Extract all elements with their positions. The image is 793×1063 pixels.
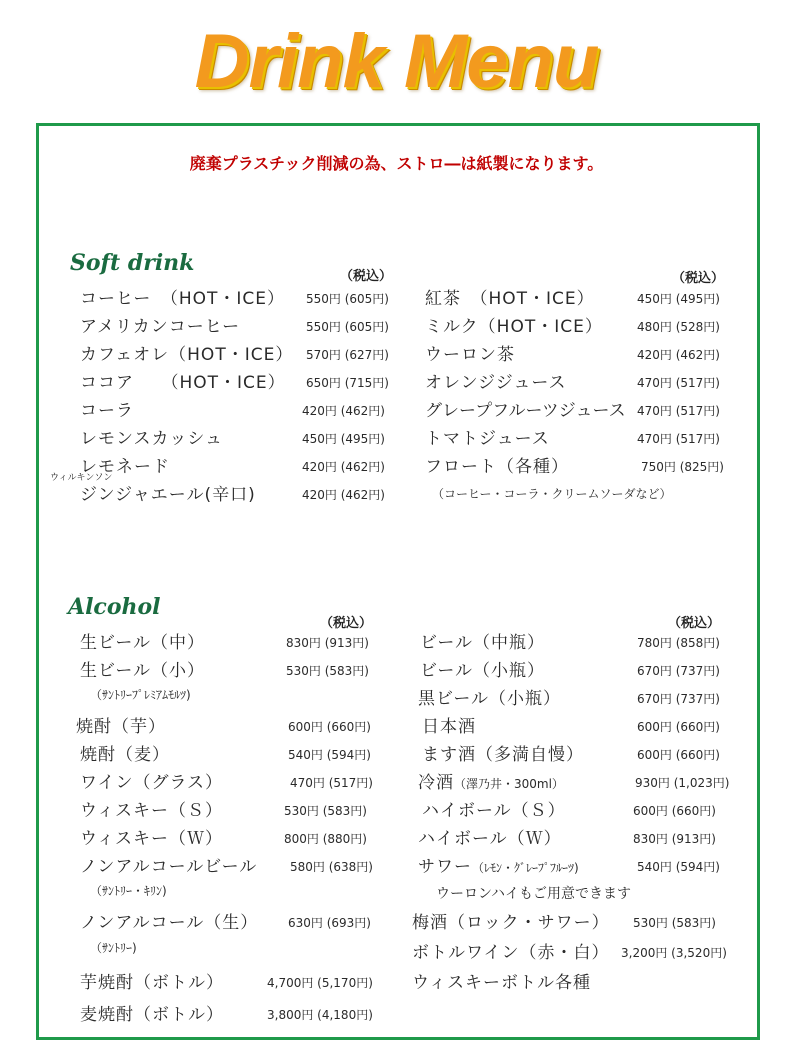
alcohol-item-name: 梅酒（ロック・サワー） <box>412 913 610 933</box>
soft-tax-label-left: （税込） <box>340 269 393 284</box>
alcohol-item-name: ウィスキー（Ｓ） <box>80 801 223 821</box>
alcohol-item-name: 生ビール（中） <box>80 633 205 653</box>
sour-detail: （ﾚﾓﾝ・ｸﾞﾚｰﾌﾟﾌﾙｰﾂ) <box>472 861 579 875</box>
soft-item-name: ミルク（HOT・ICE） <box>425 317 603 337</box>
straw-notice: 廃棄プラスチック削減の為、ストロ―は紙製になります。 <box>189 154 604 173</box>
soft-item-price: 470円 (517円) <box>637 432 720 446</box>
alcohol-item-name: 芋焼酎（ボトル） <box>80 973 224 993</box>
soft-item-price: 420円 (462円) <box>302 460 385 474</box>
soft-item-name: コーラ <box>80 401 134 421</box>
alcohol-item-name: ノンアルコール（生） <box>80 913 259 933</box>
alcohol-item-name: 焼酎（芋） <box>76 717 166 737</box>
alcohol-item-name: ビール（小瓶） <box>420 661 545 681</box>
alcohol-item-price: 600円 (660円) <box>633 804 716 818</box>
alcohol-item-name: 黒ビール（小瓶） <box>418 689 561 709</box>
soft-item-name: レモンスカッシュ <box>80 429 223 449</box>
oolong-high-note: ウーロンハイもご用意できます <box>436 886 632 902</box>
page-title: Drink Menu <box>194 19 599 104</box>
alcohol-item-name: 生ビール（小） <box>80 661 205 681</box>
alcohol-item-price: 530円 (583円) <box>286 664 369 678</box>
alcohol-item-price: 540円 (594円) <box>637 860 720 874</box>
alcohol-item-name: ます酒（多満自慢） <box>422 745 584 765</box>
alcohol-item-name: ワイン（グラス） <box>80 773 223 793</box>
soft-item-name: カフェオレ（HOT・ICE） <box>80 345 294 365</box>
alcohol-heading: Alcohol <box>68 594 161 620</box>
soft-item-price: 750円 (825円) <box>641 460 724 474</box>
alcohol-item-name: ボトルワイン（赤・白） <box>412 943 610 963</box>
alcohol-item-price: 580円 (638円) <box>290 860 373 874</box>
soft-item-price: 450円 (495円) <box>302 432 385 446</box>
alcohol-tax-label-left: （税込） <box>320 616 373 631</box>
alcohol-item-price: 630円 (693円) <box>288 916 371 930</box>
alcohol-item-name: 麦焼酎（ボトル） <box>80 1005 224 1025</box>
alcohol-item-name: ウィスキーボトル各種 <box>412 973 591 993</box>
alcohol-item-name: ビール（中瓶） <box>420 633 545 653</box>
reishu-detail: （澤乃井・300ml） <box>454 777 564 791</box>
soft-item-name: オレンジジュース <box>425 373 567 393</box>
float-note: （コーヒー・コーラ・クリームソーダなど） <box>432 487 672 501</box>
soft-item-price: 420円 (462円) <box>637 348 720 362</box>
alcohol-item-price: 780円 (858円) <box>637 636 720 650</box>
soft-item-name: レモネード <box>80 457 170 477</box>
suntory-note: （ｻﾝﾄﾘｰ) <box>90 941 137 955</box>
soft-item-price: 470円 (517円) <box>637 376 720 390</box>
alcohol-item-price: 800円 (880円) <box>284 832 367 846</box>
soft-item-name: ウーロン茶 <box>425 345 515 365</box>
alcohol-item-name: ハイボール（Ｗ） <box>418 829 562 849</box>
alcohol-item-price: 3,200円 (3,520円) <box>621 946 727 960</box>
soft-item-price: 570円 (627円) <box>306 348 389 362</box>
soft-item-name: コーヒー （HOT・ICE） <box>80 289 285 309</box>
alcohol-item-price: 670円 (737円) <box>637 664 720 678</box>
soft-item-price: 480円 (528円) <box>637 320 720 334</box>
soft-item-price: 550円 (605円) <box>306 292 389 306</box>
soft-item-name: グレープフルーツジュース <box>425 401 626 421</box>
alcohol-item-name: ハイボール（Ｓ） <box>422 801 566 821</box>
alcohol-item-price: 530円 (583円) <box>284 804 367 818</box>
ginger-ruby: ウィルキンソン <box>50 473 113 483</box>
soft-item-price: 550円 (605円) <box>306 320 389 334</box>
soft-item-price: 450円 (495円) <box>637 292 720 306</box>
soft-tax-label-right: （税込） <box>672 271 725 286</box>
alcohol-tax-label-right: （税込） <box>668 616 721 631</box>
soft-item-name: 紅茶 （HOT・ICE） <box>425 289 595 309</box>
alcohol-item-price: 530円 (583円) <box>633 916 716 930</box>
alcohol-item-name: 焼酎（麦） <box>80 745 170 765</box>
soft-item-price: 470円 (517円) <box>637 404 720 418</box>
alcohol-item-price: 600円 (660円) <box>288 720 371 734</box>
alcohol-item-name: 冷酒（澤乃井・300ml） <box>418 773 564 793</box>
alcohol-item-price: 930円 (1,023円) <box>635 776 730 790</box>
premium-note: （ｻﾝﾄﾘｰﾌﾟﾚﾐｱﾑﾓﾙﾂ) <box>90 688 191 702</box>
soft-item-price: 420円 (462円) <box>302 404 385 418</box>
soft-item-name: ココア （HOT・ICE） <box>80 373 286 393</box>
soft-item-name: トマトジュース <box>425 429 550 449</box>
soft-item-price: 650円 (715円) <box>306 376 389 390</box>
alcohol-item-price: 830円 (913円) <box>633 832 716 846</box>
alcohol-item-name: 日本酒 <box>422 717 476 737</box>
soft-item-price: 420円 (462円) <box>302 488 385 502</box>
alcohol-item-price: 470円 (517円) <box>290 776 373 790</box>
alcohol-item-price: 600円 (660円) <box>637 748 720 762</box>
suntory-kirin-note: （ｻﾝﾄﾘｰ・ｷﾘﾝ) <box>90 884 167 898</box>
soft-item-name: ジンジャエール(辛口) <box>80 485 256 505</box>
alcohol-item-price: 4,700円 (5,170円) <box>267 976 373 990</box>
alcohol-item-name: ノンアルコールビール <box>80 857 258 877</box>
alcohol-item-name: サワー（ﾚﾓﾝ・ｸﾞﾚｰﾌﾟﾌﾙｰﾂ) <box>418 857 579 877</box>
soft-item-name: アメリカンコーヒー <box>80 317 241 337</box>
alcohol-item-price: 600円 (660円) <box>637 720 720 734</box>
alcohol-item-price: 670円 (737円) <box>637 692 720 706</box>
alcohol-item-price: 830円 (913円) <box>286 636 369 650</box>
alcohol-item-price: 3,800円 (4,180円) <box>267 1008 373 1022</box>
soft-item-name: フロート（各種） <box>425 457 569 477</box>
alcohol-item-name: ウィスキー（Ｗ） <box>80 829 223 849</box>
alcohol-item-price: 540円 (594円) <box>288 748 371 762</box>
soft-drink-heading: Soft drink <box>70 250 195 276</box>
